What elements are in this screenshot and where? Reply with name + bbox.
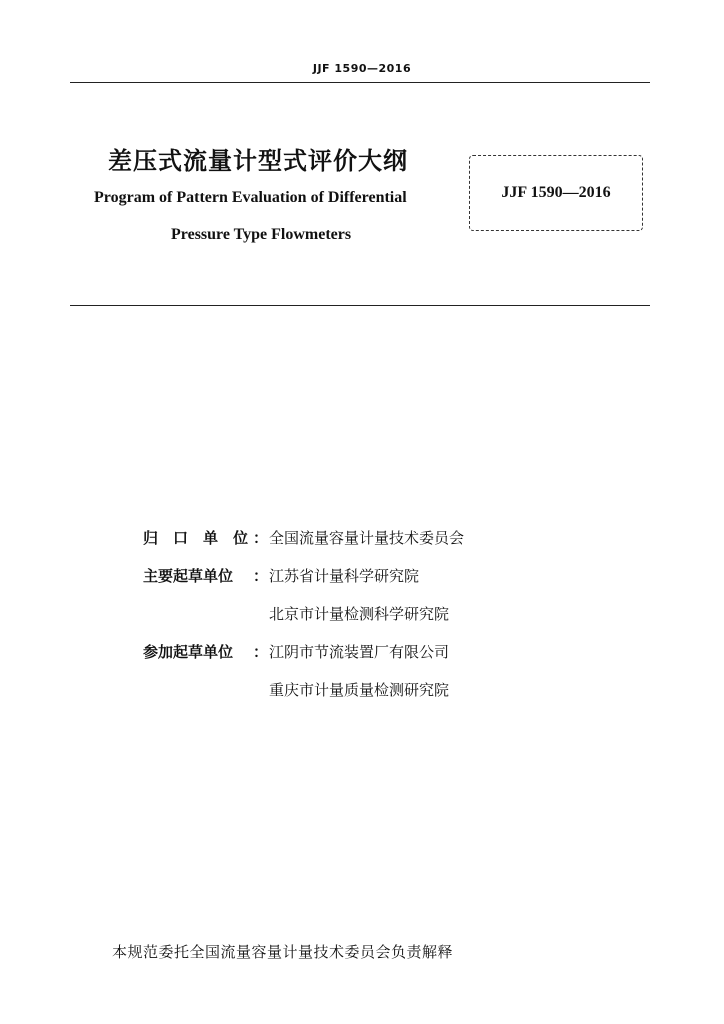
participating-unit-2: 重庆市计量质量检测研究院	[269, 681, 450, 699]
top-divider	[70, 82, 650, 83]
main-drafting-unit-1: 江苏省计量科学研究院	[269, 567, 420, 585]
label-char: 位	[232, 529, 248, 547]
participating-label: 参加起草单位	[143, 643, 234, 661]
main-drafting-label: 主要起草单位	[143, 567, 234, 585]
centralized-unit-value: 全国流量容量计量技术委员会	[269, 529, 465, 547]
header-standard-code: JJF 1590—2016	[312, 62, 412, 75]
colon: ：	[253, 529, 269, 547]
label-char: 口	[172, 529, 188, 547]
title-english-line1: Program of Pattern Evaluation of Differential	[94, 189, 407, 206]
standard-code-box	[469, 155, 643, 231]
colon: ：	[253, 567, 269, 585]
label-char: 单	[202, 529, 218, 547]
title-english-line2: Pressure Type Flowmeters	[171, 226, 352, 243]
participating-unit-1: 江阴市节流装置厂有限公司	[269, 643, 450, 661]
main-drafting-unit-2: 北京市计量检测科学研究院	[269, 605, 450, 623]
centralized-unit-label	[143, 527, 268, 548]
colon: ：	[253, 643, 269, 661]
interpretation-note: 本规范委托全国流量容量计量技术委员会负责解释	[112, 943, 454, 961]
bottom-divider	[70, 305, 650, 306]
standard-code-box-text: JJF 1590—2016	[501, 184, 611, 201]
label-char: 归	[143, 529, 159, 547]
title-chinese: 差压式流量计型式评价大纲	[108, 147, 408, 175]
